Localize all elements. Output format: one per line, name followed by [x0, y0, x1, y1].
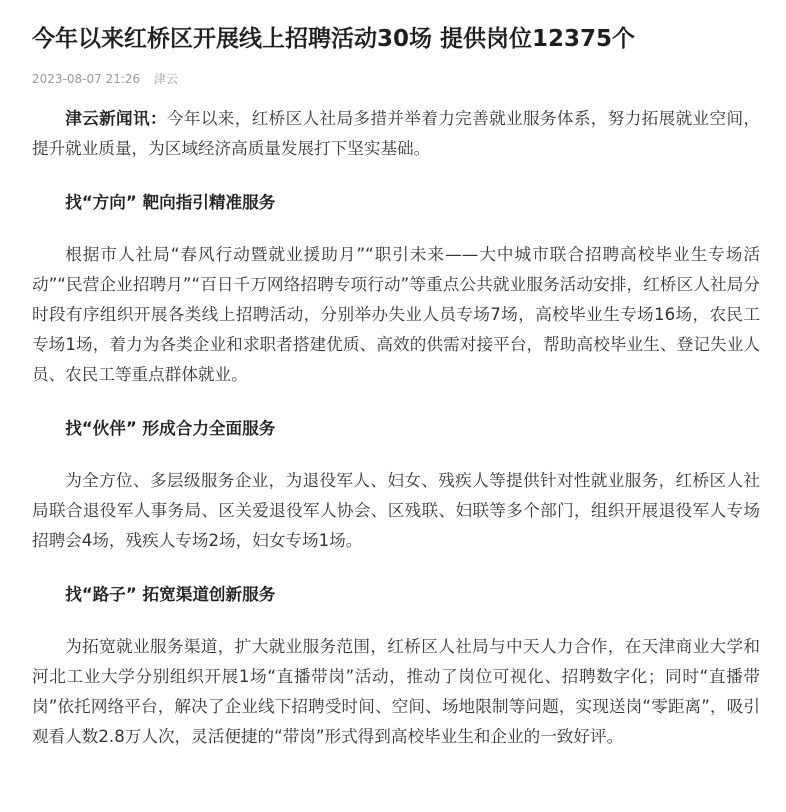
- section-heading: 找“路子” 拓宽渠道创新服务: [65, 585, 276, 604]
- section-paragraph: 根据市人社局“春风行动暨就业援助月”“职引未来——大中城市联合招聘高校毕业生专场活动”“民营企业招聘月”“百日千万网络招聘专项行动”等重点公共就业服务活动安排，红桥区人社局分时段有序组织开展各类线上招聘活动，分别举办失业人员专场7场，高校毕业生专场16场，农民工专场1场，着力为各类企业和求职者搭建优质、高效的供需对接平台，帮助高校毕业生、登记失业人员、农民工等重点群体就业。: [32, 245, 760, 384]
- section-paragraph: 为全方位、多层级服务企业，为退役军人、妇女、残疾人等提供针对性就业服务，红桥区人社局联合退役军人事务局、区关爱退役军人协会、区残联、妇联等多个部门，组织开展退役军人专场招聘会4场，残疾人专场2场，妇女专场1场。: [32, 471, 760, 550]
- publish-date: 2023-08-07 21:26: [32, 72, 141, 86]
- lead-label: 津云新闻讯：: [65, 109, 167, 128]
- intro-paragraph: [32, 104, 760, 164]
- article-title: 今年以来红桥区开展线上招聘活动30场 提供岗位12375个: [32, 26, 636, 52]
- intro-text: 今年以来，红桥区人社局多措并举着力完善就业服务体系，努力拓展就业空间，提升就业质量，为区域经济高质量发展打下坚实基础。: [32, 109, 760, 158]
- section-heading: 找“方向” 靶向指引精准服务: [65, 193, 276, 212]
- article-source: 津云: [153, 72, 178, 86]
- section-heading: 找“伙伴” 形成合力全面服务: [65, 419, 276, 438]
- section-paragraph: 为拓宽就业服务渠道，扩大就业服务范围，红桥区人社局与中天人力合作，在天津商业大学和河北工业大学分别组织开展1场“直播带岗”活动，推动了岗位可视化、招聘数字化；同时“直播带岗”依托网络平台，解决了企业线下招聘受时间、空间、场地限制等问题，实现送岗“零距离”，吸引观看人数2.8万人次，灵活便捷的“带岗”形式得到高校毕业生和企业的一致好评。: [32, 637, 760, 746]
- article-body: [32, 104, 760, 752]
- article-meta: [32, 70, 760, 88]
